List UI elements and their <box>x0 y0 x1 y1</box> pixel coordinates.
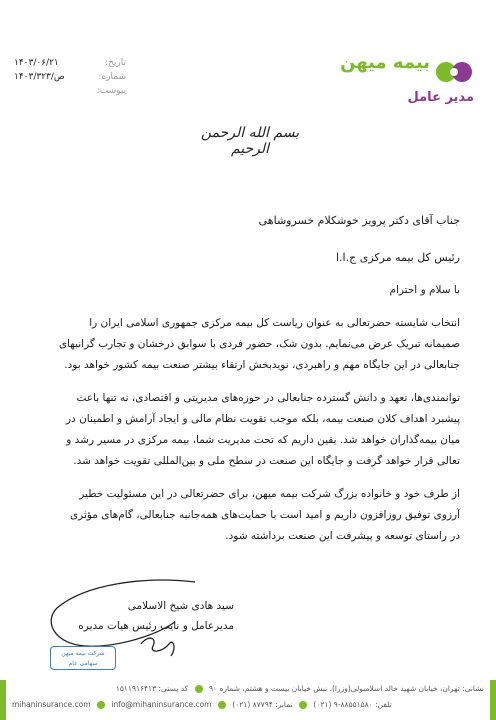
paragraph-line: پیشبرد اهداف کلان صنعت بیمه، بلکه موجب تقویت نظام مالی و ایجاد آرامش و اطمینان در <box>65 413 460 425</box>
paragraph-line: آرزوی توفیق روزافزون داریم و امید است با حمایت‌های همه‌جانبه جنابعالی، گام‌های مؤثری <box>69 509 460 521</box>
footer-separator-icon <box>97 701 105 709</box>
paragraph-2 <box>40 388 460 472</box>
paragraph-line: میان بیمه‌گذاران خواهد شد. یقین داریم که تحت مدیریت شما، بیمه مرکزی در مسیر رشد و <box>66 434 460 446</box>
footer-separator-icon <box>195 685 203 693</box>
footer-email[interactable]: info@mihaninsurance.com <box>111 700 212 709</box>
paragraph-line: تعالی قرار خواهد گرفت و جایگاه این صنعت در سطح ملی و بین‌المللی تقویت خواهد شد. <box>73 455 460 467</box>
paragraph-3 <box>40 484 460 547</box>
paragraph-line: از طرف خود و خانواده بزرگ شرکت بیمه میهن، برای حضرتعالی در این مسئولیت خطیر <box>79 488 460 500</box>
paragraph-line: صمیمانه تبریک عرض می‌نمایم. بدون شک، حضور فردی با سوابق درخشان و تجارب گرانبهای <box>58 338 460 350</box>
logo-wordmark: بیمه میهن <box>340 52 430 73</box>
letter-meta <box>14 58 134 100</box>
meta-number-label: شماره: <box>98 72 126 82</box>
footer-postal-code: کد پستی: ۱۵۱۱۹۱۶۴۱۳ <box>115 684 189 693</box>
letterhead-footer <box>12 684 484 714</box>
paragraph-line: توانمندی‌ها، تعهد و دانش گسترده جنابعالی در حوزه‌های مدیریتی و اقتصادی، نه تنها باعث <box>76 392 460 404</box>
footer-separator-icon <box>299 701 307 709</box>
signature-block <box>34 596 234 636</box>
meta-number-value: ۱۴۰۳/ص/۳۲۳ <box>14 72 65 82</box>
letter-body <box>40 210 460 547</box>
company-stamp: شرکت بیمه میهن سهامی عام <box>50 646 116 670</box>
logo-role-label: مدیر عامل <box>407 90 474 105</box>
greeting: با سلام و احترام <box>389 284 460 296</box>
basmala-calligraphy: بسم الله الرحمن الرحیم <box>200 125 300 157</box>
paragraph-1 <box>40 313 460 376</box>
footer-fax: نمابر: ۸۷۷۹۴ (۰۲۱) <box>232 700 293 709</box>
footer-separator-icon <box>218 701 226 709</box>
meta-date <box>14 58 134 72</box>
footer-phone: تلفن: ۸۸۵۵۱۵۸۰-۹ (۰۲۱) <box>313 700 392 709</box>
meta-number <box>14 72 134 86</box>
footer-accent-left <box>0 680 6 720</box>
addressee-title: رئیس کل بیمه مرکزی ج.ا.ا <box>336 251 460 264</box>
meta-attachment-label: پیوست: <box>96 86 126 96</box>
footer-contact-line <box>12 700 484 714</box>
addressee-name: جناب آقای دکتر پرویز خوشکلام خسروشاهی <box>258 214 460 227</box>
mihan-logo-icon <box>434 56 474 86</box>
meta-date-label: تاریخ: <box>105 58 126 68</box>
footer-address: نشانی: تهران، خیابان شهید خالد اسلامبولی(وزرا)، نبش خیابان بیست و هشتم، شماره ۹۰ <box>209 684 484 693</box>
meta-date-value: ۱۴۰۳/۰۶/۲۱ <box>14 58 59 68</box>
footer-address-line <box>12 684 484 698</box>
company-logo <box>340 52 474 112</box>
signatory-title: مدیرعامل و نایب رئیس هیات مدیره <box>78 620 234 632</box>
paragraph-line: جنابعالی در این جایگاه مهم و راهبردی، نویدبخش ارتقاء بیشتر صنعت بیمه کشور خواهد بود. <box>64 359 460 371</box>
footer-accent-right <box>490 680 496 720</box>
meta-attachment <box>14 86 134 100</box>
paragraph-line: انتخاب شایسته حضرتعالی به عنوان ریاست کل بیمه مرکزی جمهوری اسلامی ایران را <box>89 317 460 329</box>
paragraph-line: در راستای توسعه و پیشرفت این صنعت برداشته شود. <box>225 530 460 542</box>
footer-website[interactable]: mihaninsurance.com <box>12 700 91 709</box>
signatory-name: سید هادی شیخ الاسلامی <box>127 600 234 612</box>
